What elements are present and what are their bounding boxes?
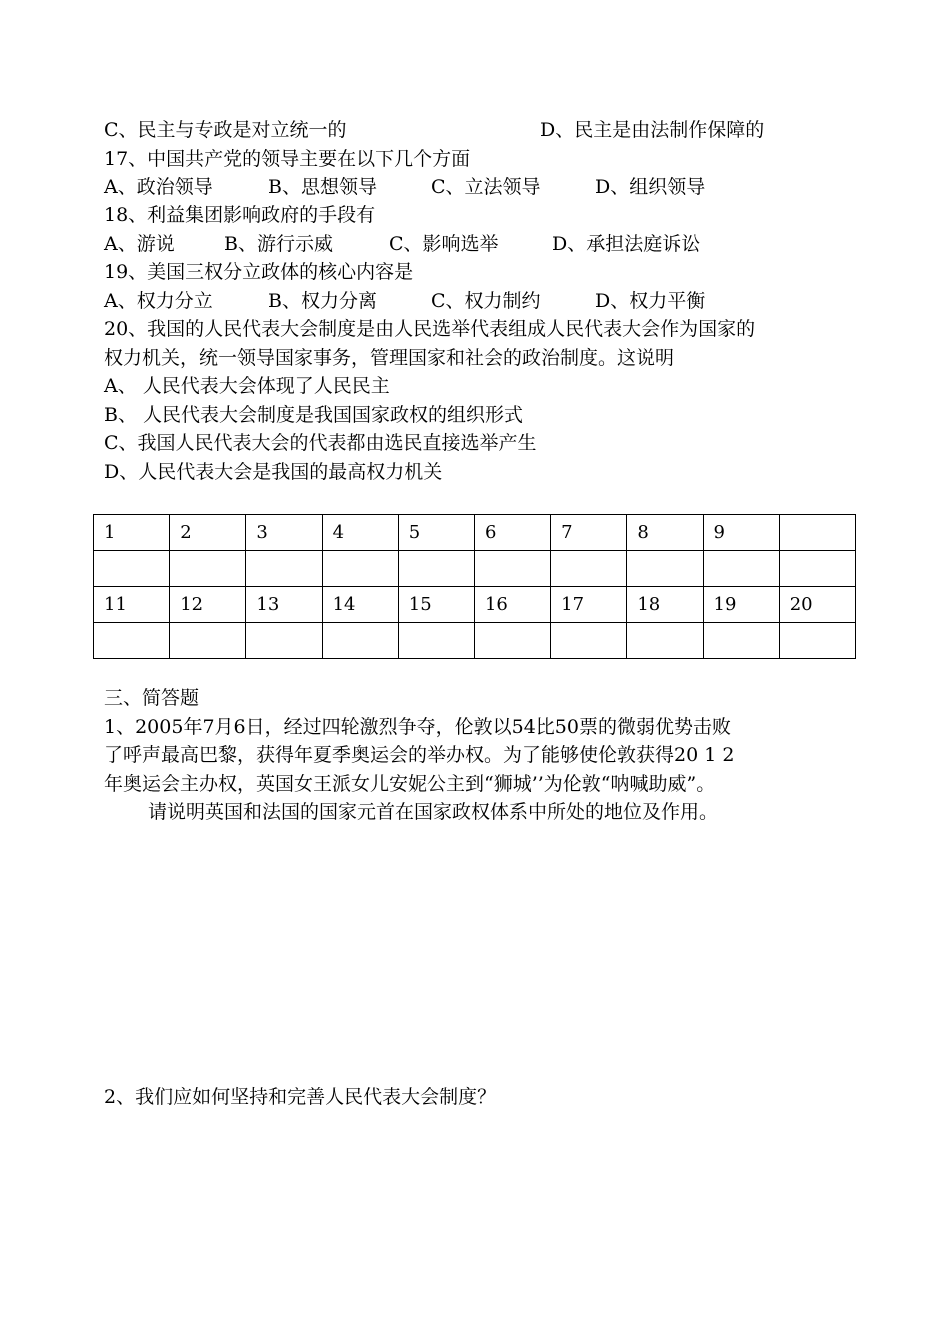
q17-option-c: C、立法领导 [431, 176, 541, 198]
short-answer-q1-line-2: 了呼声最高巴黎，获得年夏季奥运会的举办权。为了能够使伦敦获得20 1 2 [104, 744, 735, 766]
question-17-stem: 17、中国共产党的领导主要在以下几个方面 [104, 148, 471, 170]
q19-option-c: C、权力制约 [431, 290, 541, 312]
q18-option-a: A、游说 [104, 233, 175, 255]
answer-table-cell: 5 [398, 515, 474, 551]
answer-blank-8[interactable] [627, 551, 703, 587]
answer-blank-10[interactable] [779, 551, 855, 587]
answer-table [93, 514, 856, 659]
answer-table-cell: 16 [474, 587, 550, 623]
answer-blank-12[interactable] [170, 623, 246, 659]
answer-table-cell: 9 [703, 515, 779, 551]
short-answer-q1-line-1: 1、2005年7月6日，经过四轮激烈争夺，伦敦以54比50票的微弱优势击败 [104, 716, 731, 738]
answer-blank-1[interactable] [94, 551, 170, 587]
q17-option-b: B、思想领导 [268, 176, 377, 198]
answer-table-cell: 14 [322, 587, 398, 623]
answer-blank-7[interactable] [551, 551, 627, 587]
answer-blank-13[interactable] [246, 623, 322, 659]
answer-table-cell: 7 [551, 515, 627, 551]
answer-blank-9[interactable] [703, 551, 779, 587]
answer-table-cell: 3 [246, 515, 322, 551]
answer-blank-18[interactable] [627, 623, 703, 659]
q20-option-c: C、我国人民代表大会的代表都由选民直接选举产生 [104, 432, 537, 454]
answer-blank-16[interactable] [474, 623, 550, 659]
question-18-stem: 18、利益集团影响政府的手段有 [104, 204, 376, 226]
q16-option-c: C、民主与专政是对立统一的 [104, 119, 347, 141]
answer-table-cell: 13 [246, 587, 322, 623]
answer-table-answer-row [94, 623, 856, 659]
answer-blank-4[interactable] [322, 551, 398, 587]
answer-table-cell: 18 [627, 587, 703, 623]
answer-table-number-row [94, 587, 856, 623]
q16-option-d: D、民主是由法制作保障的 [540, 119, 765, 141]
answer-table-cell [779, 515, 855, 551]
question-20-stem-line-1: 20、我国的人民代表大会制度是由人民选举代表组成人民代表大会作为国家的 [104, 318, 756, 340]
q18-option-c: C、影响选举 [389, 233, 499, 255]
answer-table-number-row [94, 515, 856, 551]
answer-blank-5[interactable] [398, 551, 474, 587]
answer-blank-15[interactable] [398, 623, 474, 659]
q18-option-b: B、游行示威 [224, 233, 333, 255]
q19-option-d: D、权力平衡 [595, 290, 706, 312]
answer-table-cell: 8 [627, 515, 703, 551]
answer-blank-14[interactable] [322, 623, 398, 659]
answer-table-cell: 4 [322, 515, 398, 551]
answer-blank-3[interactable] [246, 551, 322, 587]
answer-table-cell: 12 [170, 587, 246, 623]
answer-table-cell: 6 [474, 515, 550, 551]
answer-table-cell: 11 [94, 587, 170, 623]
answer-table-cell: 2 [170, 515, 246, 551]
q19-option-b: B、权力分离 [268, 290, 377, 312]
answer-table-cell: 15 [398, 587, 474, 623]
question-20-stem-line-2: 权力机关，统一领导国家事务，管理国家和社会的政治制度。这说明 [104, 347, 675, 369]
answer-table-answer-row [94, 551, 856, 587]
answer-table-cell: 17 [551, 587, 627, 623]
short-answer-q1-line-3: 年奥运会主办权，英国女王派女儿安妮公主到“狮城’’为伦敦“呐喊助威”。 [104, 773, 716, 795]
answer-table-cell: 1 [94, 515, 170, 551]
short-answer-q1-prompt: 请说明英国和法国的国家元首在国家政权体系中所处的地位及作用。 [148, 801, 719, 823]
answer-blank-20[interactable] [779, 623, 855, 659]
q17-option-a: A、政治领导 [104, 176, 213, 198]
q18-option-d: D、承担法庭诉讼 [552, 233, 701, 255]
answer-blank-2[interactable] [170, 551, 246, 587]
question-19-stem: 19、美国三权分立政体的核心内容是 [104, 261, 414, 283]
answer-table-cell: 20 [779, 587, 855, 623]
answer-blank-11[interactable] [94, 623, 170, 659]
q20-option-a: A、 人民代表大会体现了人民民主 [104, 375, 390, 397]
q17-option-d: D、组织领导 [595, 176, 706, 198]
q20-option-d: D、人民代表大会是我国的最高权力机关 [104, 461, 443, 483]
answer-table-cell: 19 [703, 587, 779, 623]
short-answer-q2: 2、我们应如何坚持和完善人民代表大会制度？ [104, 1086, 497, 1108]
section-3-heading: 三、简答题 [104, 687, 200, 709]
answer-blank-17[interactable] [551, 623, 627, 659]
answer-blank-6[interactable] [474, 551, 550, 587]
q19-option-a: A、权力分立 [104, 290, 213, 312]
answer-blank-19[interactable] [703, 623, 779, 659]
q20-option-b: B、 人民代表大会制度是我国国家政权的组织形式 [104, 404, 524, 426]
